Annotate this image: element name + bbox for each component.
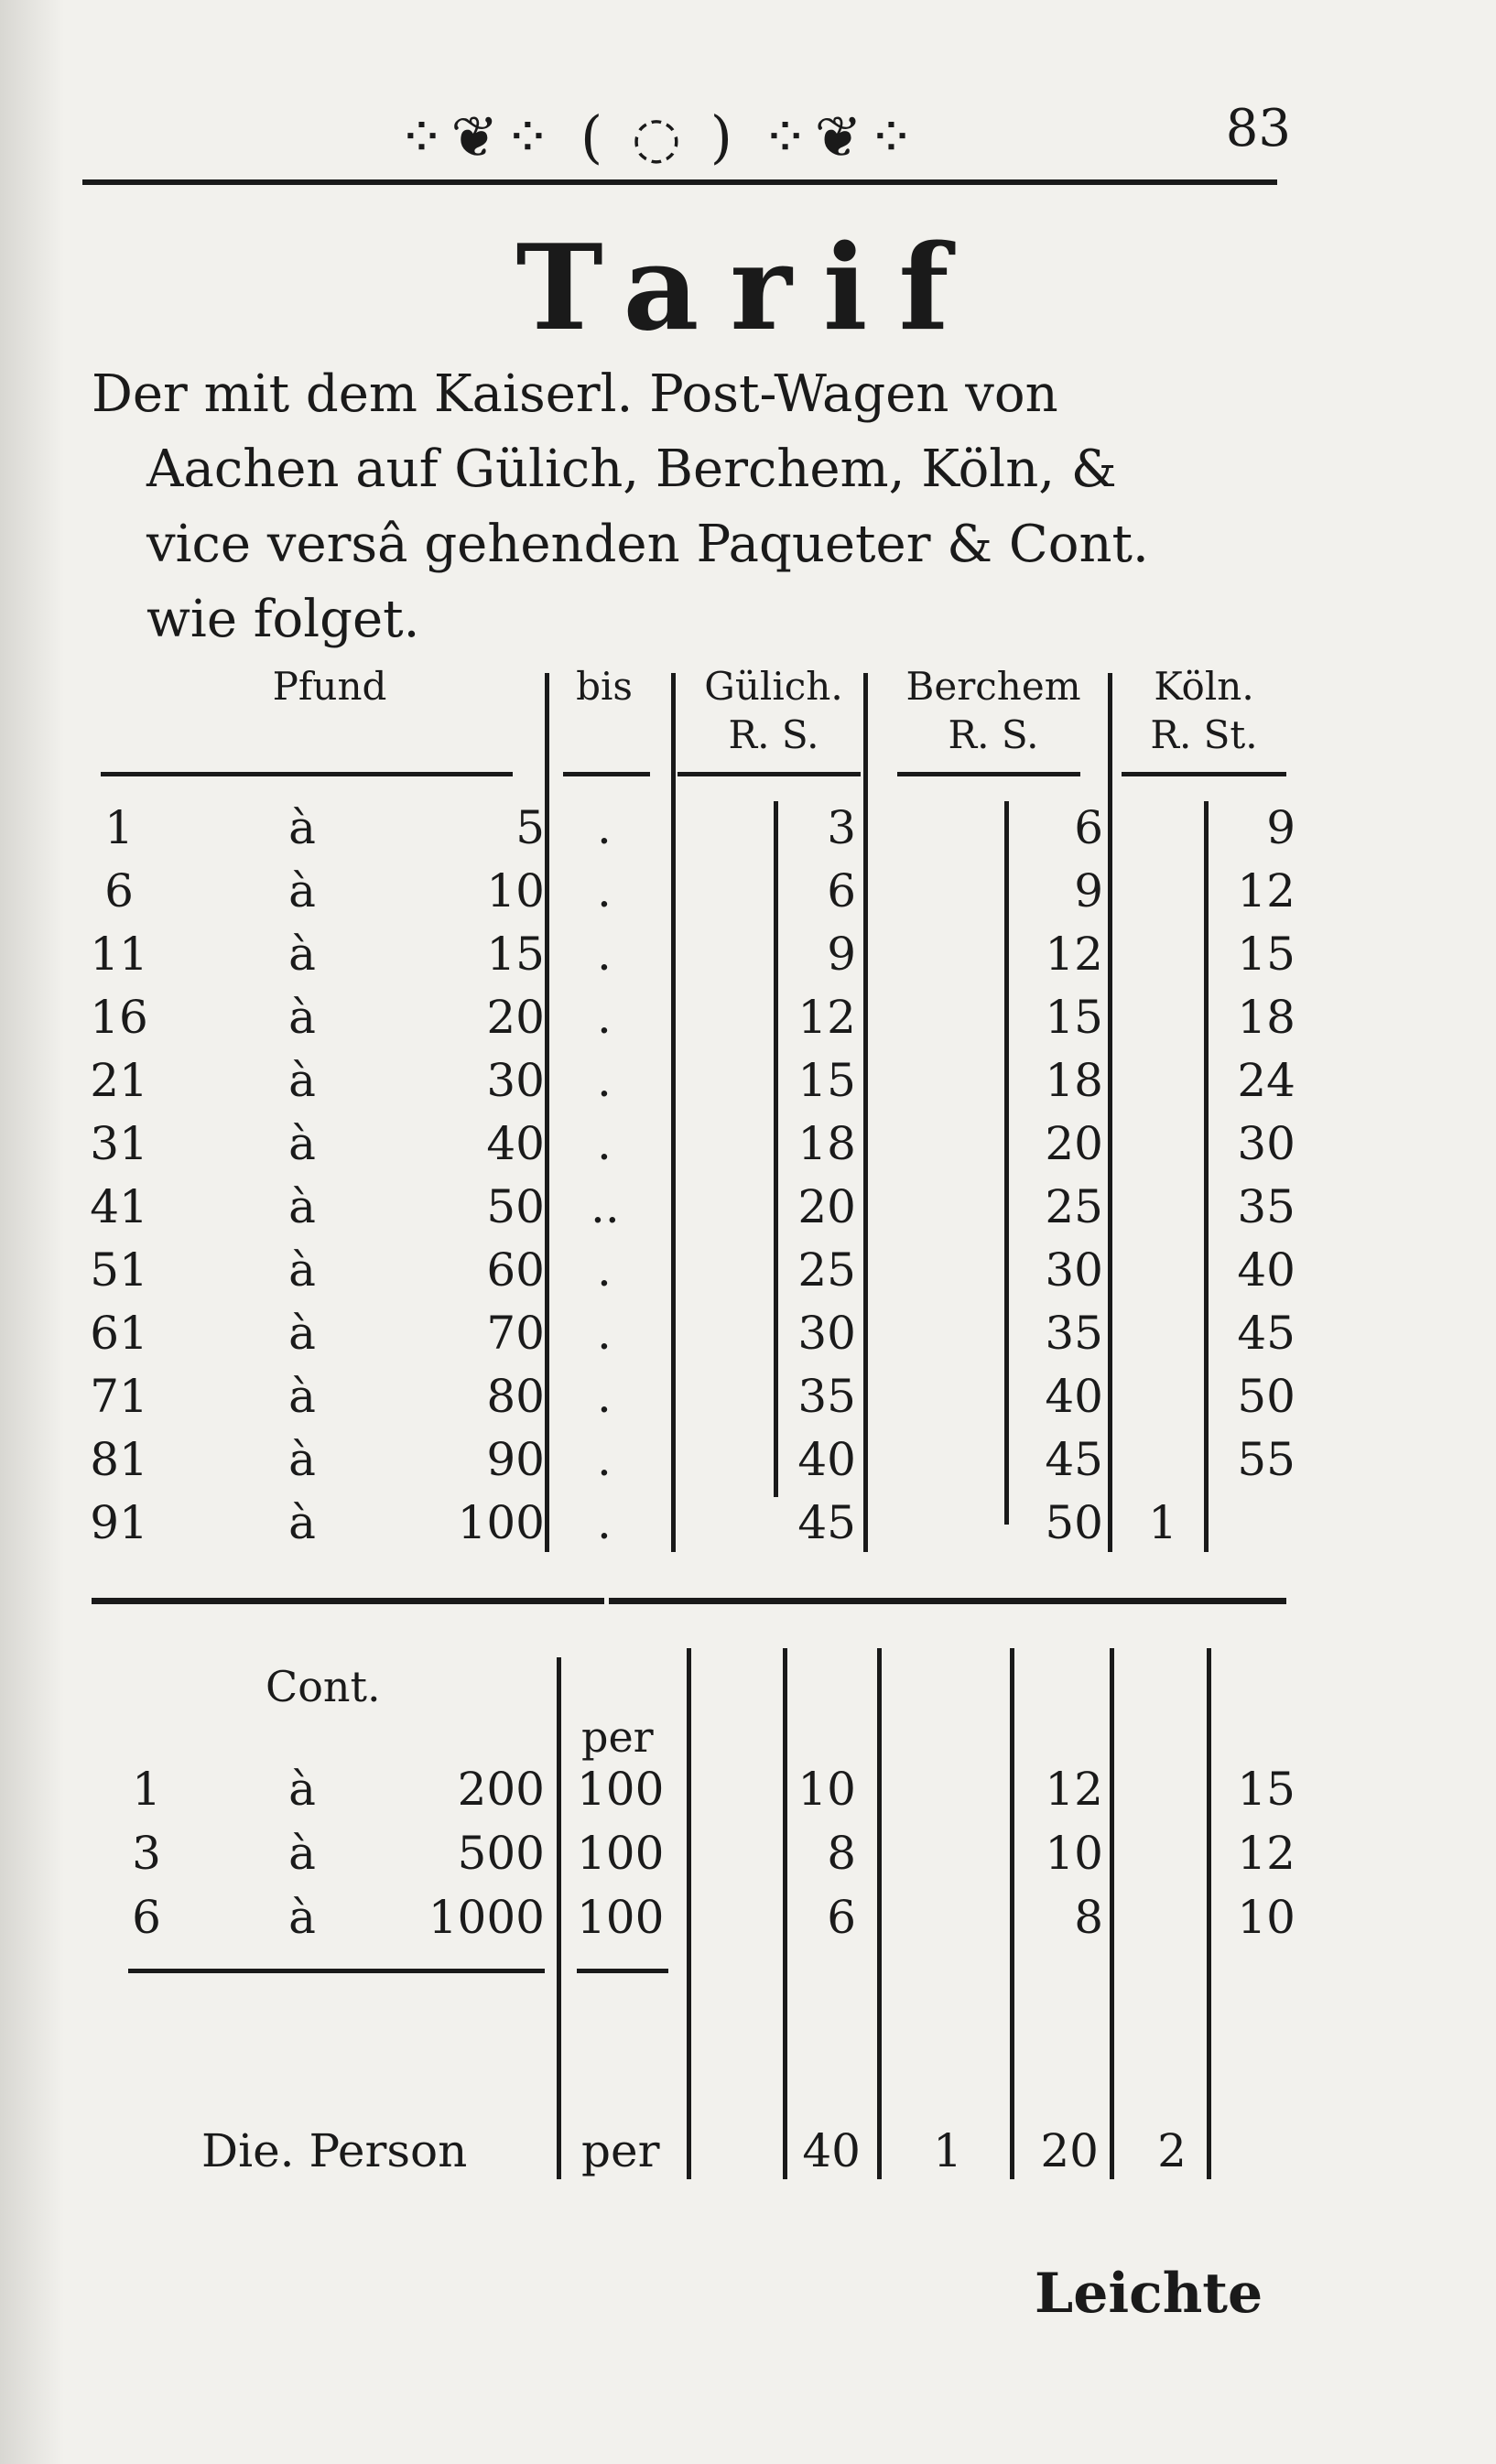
cell-from: 51: [90, 1243, 148, 1297]
cell-to: 50: [486, 1180, 545, 1233]
cell-koeln: 15: [1237, 1763, 1295, 1816]
cell-to: 70: [486, 1307, 545, 1360]
cell-koeln: 9: [1266, 801, 1295, 854]
cell-berchem: 9: [1074, 864, 1103, 917]
cell-berchem: 6: [1074, 801, 1103, 854]
header-koeln-sub: R. St.: [1150, 712, 1258, 757]
per-header: per: [581, 1712, 654, 1762]
cell-from: 6: [104, 864, 134, 917]
cell-guelich: 40: [797, 1433, 856, 1486]
table-row: [0, 1117, 1496, 1181]
header-guelich: Gülich.: [704, 664, 843, 709]
cell-berchem: 45: [1045, 1433, 1103, 1486]
cell-berchem: 15: [1045, 991, 1103, 1044]
table-row: [0, 1891, 1496, 1955]
cell-from: 21: [90, 1054, 148, 1107]
cell-to: 1000: [428, 1891, 545, 1944]
cell-koeln: 40: [1237, 1243, 1295, 1297]
cell-dot: .: [597, 1243, 612, 1297]
cell-koeln: 24: [1237, 1054, 1295, 1107]
cell-dot: .: [597, 1054, 612, 1107]
cell-koeln: 12: [1237, 1827, 1295, 1880]
cell-koeln: 18: [1237, 991, 1295, 1044]
cell-berchem: 30: [1045, 1243, 1103, 1297]
cell-a: à: [288, 1117, 316, 1170]
cell-from: 11: [90, 928, 148, 981]
header-bis: bis: [576, 664, 633, 709]
cell-dot: .: [597, 1433, 612, 1486]
cell-to: 20: [486, 991, 545, 1044]
table-row: [0, 928, 1496, 992]
cell-to: 200: [457, 1763, 545, 1816]
catchword: Leichte: [1035, 2262, 1263, 2326]
cell-a: à: [288, 1433, 316, 1486]
cell-a: à: [288, 801, 316, 854]
cell-to: 15: [486, 928, 545, 981]
cell-per: 100: [577, 1763, 665, 1816]
person-label: Die. Person: [201, 2124, 468, 2177]
cell-a: à: [288, 1054, 316, 1107]
cell-a: à: [288, 1763, 316, 1816]
cell-guelich: 18: [797, 1117, 856, 1170]
person-berchem: 20: [1040, 2124, 1099, 2177]
cell-to: 30: [486, 1054, 545, 1107]
cell-guelich: 9: [827, 928, 856, 981]
cell-berchem: 12: [1045, 1763, 1103, 1816]
cell-a: à: [288, 1891, 316, 1944]
cell-berchem: 40: [1045, 1370, 1103, 1423]
header-berchem: Berchem: [905, 664, 1081, 709]
cell-a: à: [288, 1370, 316, 1423]
person-koeln-r: 2: [1157, 2124, 1187, 2177]
cell-per: 100: [577, 1891, 665, 1944]
cell-a: à: [288, 864, 316, 917]
cell-from: 91: [90, 1496, 148, 1549]
cell-berchem: 35: [1045, 1307, 1103, 1360]
cell-a: à: [288, 1180, 316, 1233]
cell-koeln: 15: [1237, 928, 1295, 981]
cell-from: 81: [90, 1433, 148, 1486]
cell-dot: .: [597, 1496, 612, 1549]
header-rule-guelich: [678, 772, 861, 776]
header-berchem-sub: R. S.: [948, 712, 1039, 757]
cell-koeln: 12: [1237, 864, 1295, 917]
cont-rule: [128, 1969, 545, 1973]
table-row: [0, 801, 1496, 865]
table-row: [0, 1180, 1496, 1244]
section-divider: [609, 1598, 1286, 1604]
cell-dot: .: [597, 1117, 612, 1170]
header-koeln: Köln.: [1154, 664, 1254, 709]
cell-dot: .: [597, 801, 612, 854]
intro-line: Aachen auf Gülich, Berchem, Köln, &: [146, 440, 1117, 499]
cell-berchem: 8: [1074, 1891, 1103, 1944]
cell-berchem: 12: [1045, 928, 1103, 981]
cell-a: à: [288, 1307, 316, 1360]
cell-to: 100: [457, 1496, 545, 1549]
cell-from: 1: [132, 1763, 161, 1816]
cell-dot: .: [597, 864, 612, 917]
cell-berchem: 50: [1045, 1496, 1103, 1549]
cell-berchem: 18: [1045, 1054, 1103, 1107]
header-rule: [82, 179, 1277, 185]
cell-guelich: 8: [827, 1827, 856, 1880]
cell-dot: .: [597, 928, 612, 981]
cell-berchem: 25: [1045, 1180, 1103, 1233]
cell-to: 500: [457, 1827, 545, 1880]
cell-berchem: 10: [1045, 1827, 1103, 1880]
cell-a: à: [288, 1243, 316, 1297]
cell-guelich: 45: [797, 1496, 856, 1549]
table-row: [0, 1243, 1496, 1308]
table-row: [0, 1054, 1496, 1118]
table-row: [0, 1433, 1496, 1497]
cell-koeln: 30: [1237, 1117, 1295, 1170]
person-guelich: 40: [802, 2124, 861, 2177]
cell-koeln: 10: [1237, 1891, 1295, 1944]
cell-dot: ..: [591, 1180, 620, 1233]
table-row: [0, 1370, 1496, 1434]
cell-guelich: 25: [797, 1243, 856, 1297]
header-rule-bis: [563, 772, 650, 776]
cell-koeln_r: 1: [1148, 1496, 1177, 1549]
header-rule-pfund: [101, 772, 513, 776]
cell-a: à: [288, 1827, 316, 1880]
cell-from: 1: [104, 801, 134, 854]
header-rule-koeln: [1122, 772, 1286, 776]
cont-rule: [577, 1969, 668, 1973]
page-number: 83: [1225, 99, 1291, 158]
header-ornament: ⁘❦⁘ ( ◌ ) ⁘❦⁘: [397, 103, 921, 170]
header-rule-berchem: [897, 772, 1080, 776]
section-divider: [92, 1598, 604, 1604]
cell-guelich: 12: [797, 991, 856, 1044]
cell-a: à: [288, 928, 316, 981]
cell-guelich: 10: [797, 1763, 856, 1816]
cell-koeln: 55: [1237, 1433, 1295, 1486]
cell-guelich: 6: [827, 1891, 856, 1944]
cell-to: 60: [486, 1243, 545, 1297]
cell-berchem: 20: [1045, 1117, 1103, 1170]
table-row: [0, 1827, 1496, 1891]
person-berchem-r: 1: [933, 2124, 962, 2177]
cell-to: 80: [486, 1370, 545, 1423]
cell-from: 61: [90, 1307, 148, 1360]
table-row: [0, 991, 1496, 1055]
cell-to: 90: [486, 1433, 545, 1486]
cell-guelich: 35: [797, 1370, 856, 1423]
table-row: [0, 1307, 1496, 1371]
cell-guelich: 30: [797, 1307, 856, 1360]
cell-per: 100: [577, 1827, 665, 1880]
table-row: [0, 864, 1496, 928]
intro-line: wie folget.: [146, 590, 420, 649]
cell-to: 40: [486, 1117, 545, 1170]
table-row: [0, 1496, 1496, 1560]
cell-dot: .: [597, 991, 612, 1044]
cell-koeln: 50: [1237, 1370, 1295, 1423]
person-per: per: [581, 2124, 660, 2177]
cell-from: 41: [90, 1180, 148, 1233]
cell-from: 6: [132, 1891, 161, 1944]
cell-to: 10: [486, 864, 545, 917]
cell-koeln: 35: [1237, 1180, 1295, 1233]
cell-from: 3: [132, 1827, 161, 1880]
cell-a: à: [288, 991, 316, 1044]
intro-line: vice versâ gehenden Paqueter & Cont.: [146, 515, 1149, 574]
cell-koeln: 45: [1237, 1307, 1295, 1360]
cell-dot: .: [597, 1307, 612, 1360]
cell-guelich: 6: [827, 864, 856, 917]
cell-from: 16: [90, 991, 148, 1044]
cell-dot: .: [597, 1370, 612, 1423]
cell-to: 5: [515, 801, 545, 854]
table-row: [0, 1763, 1496, 1827]
cell-guelich: 20: [797, 1180, 856, 1233]
page-title: Tarif: [515, 220, 981, 357]
cont-label: Cont.: [266, 1662, 381, 1711]
header-pfund: Pfund: [272, 664, 387, 709]
header-guelich-sub: R. S.: [728, 712, 819, 757]
cell-guelich: 15: [797, 1054, 856, 1107]
cell-from: 31: [90, 1117, 148, 1170]
intro-line: Der mit dem Kaiserl. Post-Wagen von: [92, 364, 1058, 424]
cell-guelich: 3: [827, 801, 856, 854]
cell-from: 71: [90, 1370, 148, 1423]
cell-a: à: [288, 1496, 316, 1549]
